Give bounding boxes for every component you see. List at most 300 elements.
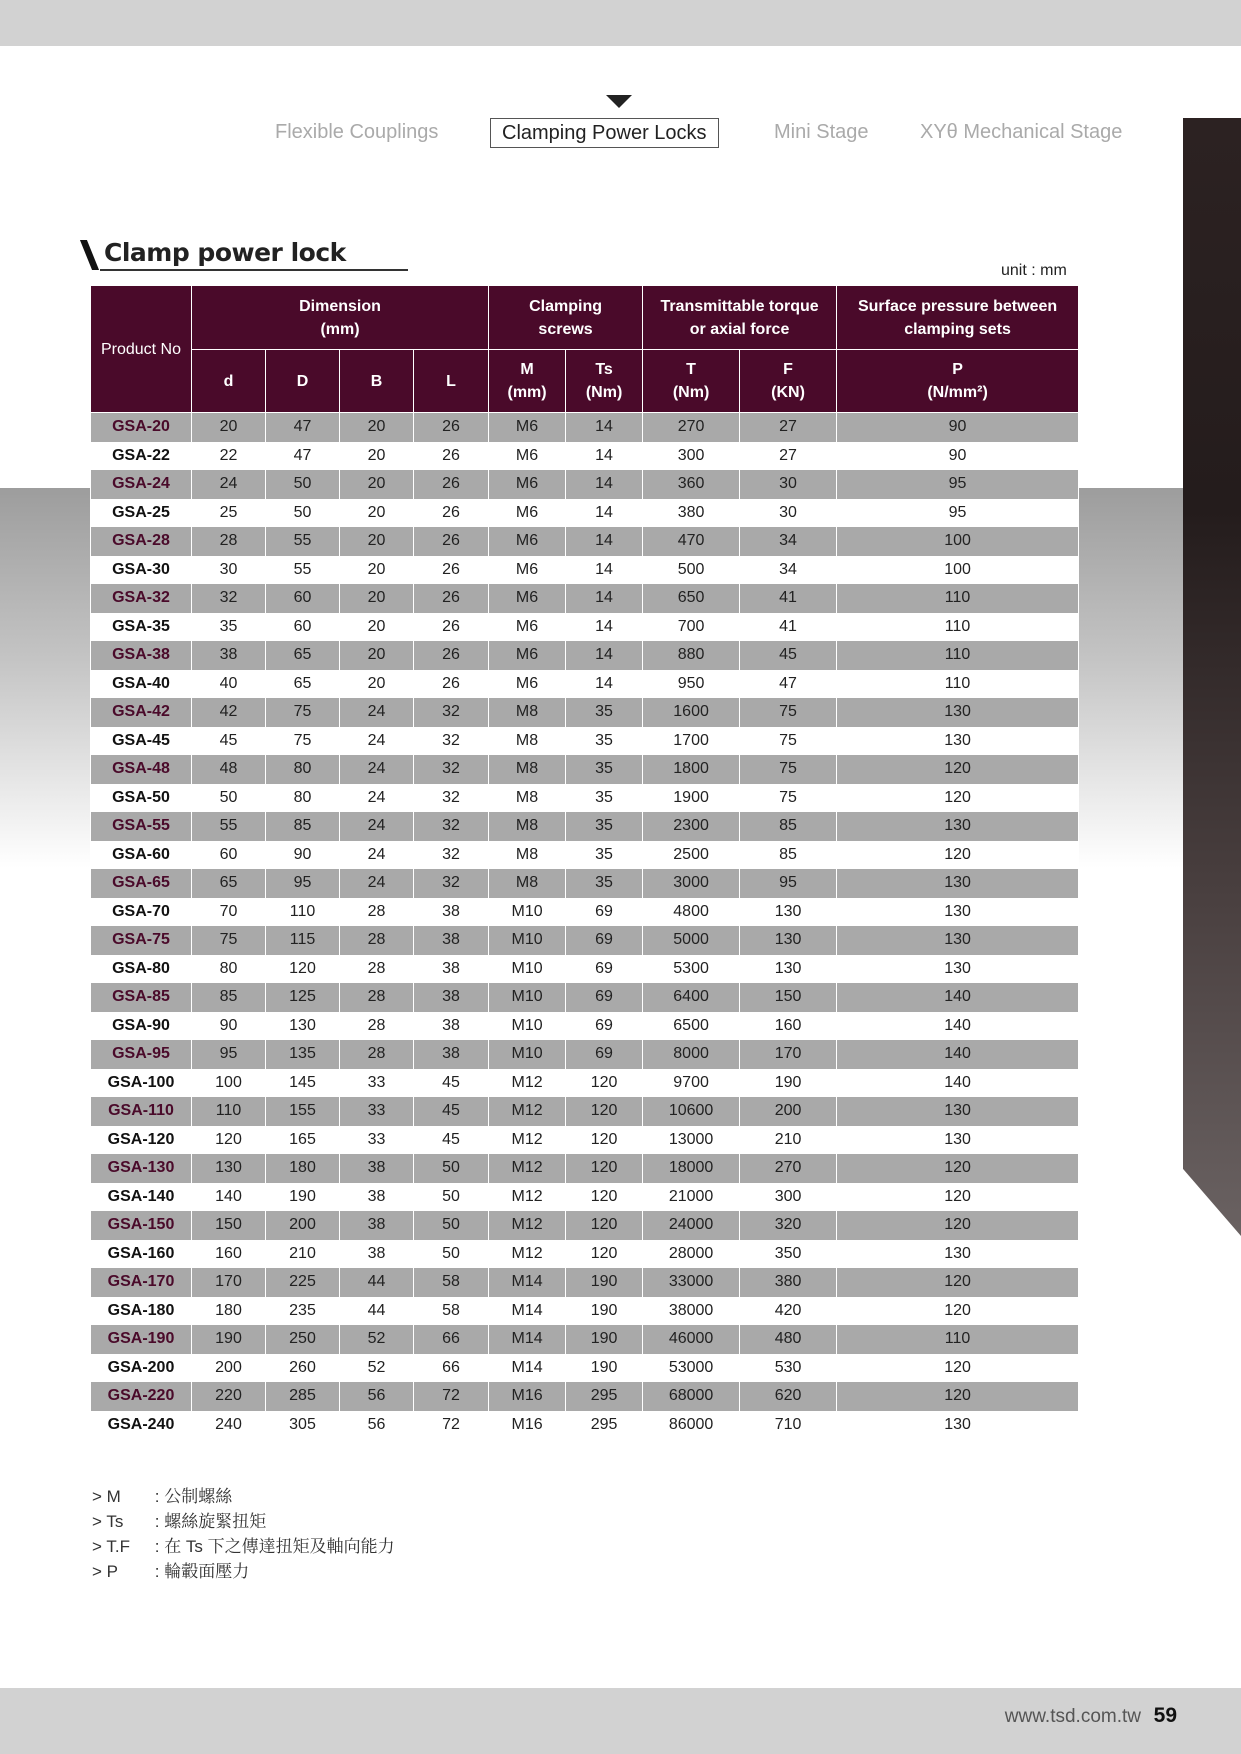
cell-Ts: 14 xyxy=(566,613,643,642)
cell-M: M10 xyxy=(489,983,566,1012)
cell-Ts: 295 xyxy=(566,1382,643,1411)
cell-product-no: GSA-240 xyxy=(91,1411,192,1440)
cell-d: 32 xyxy=(192,584,266,613)
cell-T: 1700 xyxy=(643,727,740,756)
cell-D: 50 xyxy=(266,470,340,499)
header-Ts xyxy=(566,350,643,413)
table-row xyxy=(91,1183,1079,1212)
cell-F: 27 xyxy=(740,442,837,471)
cell-L: 38 xyxy=(414,983,489,1012)
cell-B: 38 xyxy=(340,1154,414,1183)
table-row xyxy=(91,1040,1079,1069)
cell-M: M12 xyxy=(489,1240,566,1269)
table-row xyxy=(91,556,1079,585)
cell-T: 28000 xyxy=(643,1240,740,1269)
cell-d: 200 xyxy=(192,1354,266,1383)
cell-L: 26 xyxy=(414,584,489,613)
cell-P: 130 xyxy=(837,955,1079,984)
cell-B: 24 xyxy=(340,869,414,898)
cell-F: 710 xyxy=(740,1411,837,1440)
cell-M: M8 xyxy=(489,869,566,898)
table-row xyxy=(91,1268,1079,1297)
cell-product-no: GSA-110 xyxy=(91,1097,192,1126)
cell-F: 130 xyxy=(740,926,837,955)
cell-B: 56 xyxy=(340,1411,414,1440)
cell-d: 45 xyxy=(192,727,266,756)
cell-Ts: 190 xyxy=(566,1297,643,1326)
cell-Ts: 190 xyxy=(566,1268,643,1297)
cell-P: 110 xyxy=(837,670,1079,699)
cell-L: 50 xyxy=(414,1154,489,1183)
cell-L: 26 xyxy=(414,527,489,556)
cell-Ts: 14 xyxy=(566,556,643,585)
cell-d: 110 xyxy=(192,1097,266,1126)
header-clamping-screws xyxy=(489,286,643,350)
cell-T: 8000 xyxy=(643,1040,740,1069)
cell-F: 320 xyxy=(740,1211,837,1240)
cell-B: 24 xyxy=(340,784,414,813)
cell-L: 50 xyxy=(414,1183,489,1212)
cell-Ts: 120 xyxy=(566,1097,643,1126)
cell-M: M6 xyxy=(489,584,566,613)
cell-Ts: 190 xyxy=(566,1325,643,1354)
cell-M: M14 xyxy=(489,1268,566,1297)
cell-d: 150 xyxy=(192,1211,266,1240)
note-separator: : xyxy=(154,1562,160,1581)
table-row xyxy=(91,499,1079,528)
cell-P: 130 xyxy=(837,926,1079,955)
cell-d: 65 xyxy=(192,869,266,898)
cell-D: 180 xyxy=(266,1154,340,1183)
cell-P: 130 xyxy=(837,812,1079,841)
cell-M: M6 xyxy=(489,556,566,585)
cell-B: 28 xyxy=(340,983,414,1012)
table-row xyxy=(91,926,1079,955)
cell-D: 200 xyxy=(266,1211,340,1240)
cell-Ts: 295 xyxy=(566,1411,643,1440)
cell-L: 38 xyxy=(414,898,489,927)
note-separator: : xyxy=(154,1487,160,1506)
cell-D: 115 xyxy=(266,926,340,955)
cell-P: 95 xyxy=(837,470,1079,499)
table-row xyxy=(91,955,1079,984)
header-L: L xyxy=(414,350,489,413)
cell-D: 305 xyxy=(266,1411,340,1440)
cell-d: 140 xyxy=(192,1183,266,1212)
cell-product-no: GSA-28 xyxy=(91,527,192,556)
table-row xyxy=(91,698,1079,727)
cell-F: 130 xyxy=(740,898,837,927)
cell-d: 50 xyxy=(192,784,266,813)
section-title: Clamp power lock xyxy=(104,238,346,267)
cell-M: M10 xyxy=(489,926,566,955)
cell-d: 24 xyxy=(192,470,266,499)
cell-Ts: 190 xyxy=(566,1354,643,1383)
cell-D: 250 xyxy=(266,1325,340,1354)
cell-L: 38 xyxy=(414,955,489,984)
cell-F: 30 xyxy=(740,470,837,499)
cell-D: 60 xyxy=(266,584,340,613)
cell-Ts: 14 xyxy=(566,670,643,699)
cell-D: 55 xyxy=(266,556,340,585)
cell-d: 75 xyxy=(192,926,266,955)
cell-L: 26 xyxy=(414,556,489,585)
note-key: > M xyxy=(92,1487,121,1506)
cell-product-no: GSA-35 xyxy=(91,613,192,642)
cell-product-no: GSA-95 xyxy=(91,1040,192,1069)
cell-product-no: GSA-40 xyxy=(91,670,192,699)
note-text: 在 Ts 下之傳達扭矩及軸向能力 xyxy=(164,1537,395,1556)
cell-D: 65 xyxy=(266,641,340,670)
cell-product-no: GSA-170 xyxy=(91,1268,192,1297)
header-F xyxy=(740,350,837,413)
cell-T: 18000 xyxy=(643,1154,740,1183)
note-separator: : xyxy=(154,1537,160,1556)
cell-M: M12 xyxy=(489,1154,566,1183)
cell-P: 120 xyxy=(837,1297,1079,1326)
cell-L: 32 xyxy=(414,812,489,841)
cell-Ts: 35 xyxy=(566,812,643,841)
note-key: > T.F xyxy=(92,1537,130,1556)
cell-d: 120 xyxy=(192,1126,266,1155)
cell-B: 20 xyxy=(340,670,414,699)
cell-M: M10 xyxy=(489,1012,566,1041)
cell-B: 24 xyxy=(340,727,414,756)
note-key: > Ts xyxy=(92,1512,124,1531)
cell-T: 5300 xyxy=(643,955,740,984)
cell-product-no: GSA-32 xyxy=(91,584,192,613)
cell-T: 2300 xyxy=(643,812,740,841)
cell-M: M8 xyxy=(489,727,566,756)
spec-table-body xyxy=(91,413,1079,1440)
table-row xyxy=(91,869,1079,898)
cell-D: 190 xyxy=(266,1183,340,1212)
cell-B: 28 xyxy=(340,1040,414,1069)
cell-B: 52 xyxy=(340,1325,414,1354)
table-row xyxy=(91,1240,1079,1269)
cell-M: M8 xyxy=(489,784,566,813)
cell-L: 32 xyxy=(414,727,489,756)
cell-product-no: GSA-120 xyxy=(91,1126,192,1155)
cell-F: 480 xyxy=(740,1325,837,1354)
cell-product-no: GSA-85 xyxy=(91,983,192,1012)
cell-M: M6 xyxy=(489,442,566,471)
cell-B: 56 xyxy=(340,1382,414,1411)
cell-M: M6 xyxy=(489,670,566,699)
cell-F: 75 xyxy=(740,784,837,813)
cell-d: 20 xyxy=(192,413,266,442)
cell-T: 53000 xyxy=(643,1354,740,1383)
cell-L: 26 xyxy=(414,442,489,471)
cell-T: 46000 xyxy=(643,1325,740,1354)
cell-Ts: 35 xyxy=(566,841,643,870)
table-row xyxy=(91,413,1079,442)
cell-P: 120 xyxy=(837,784,1079,813)
cell-P: 110 xyxy=(837,641,1079,670)
table-row xyxy=(91,1097,1079,1126)
cell-Ts: 35 xyxy=(566,755,643,784)
note-item xyxy=(92,1484,395,1509)
cell-F: 190 xyxy=(740,1069,837,1098)
cell-F: 85 xyxy=(740,841,837,870)
nav-item-mini-stage[interactable]: Mini Stage xyxy=(774,121,869,143)
cell-Ts: 14 xyxy=(566,413,643,442)
header-B: B xyxy=(340,350,414,413)
cell-M: M10 xyxy=(489,898,566,927)
cell-P: 140 xyxy=(837,1012,1079,1041)
table-row xyxy=(91,442,1079,471)
cell-d: 80 xyxy=(192,955,266,984)
table-row xyxy=(91,727,1079,756)
table-row xyxy=(91,1211,1079,1240)
cell-L: 50 xyxy=(414,1240,489,1269)
table-row xyxy=(91,613,1079,642)
nav-item-flexible-couplings[interactable]: Flexible Couplings xyxy=(275,121,439,143)
table-row xyxy=(91,898,1079,927)
cell-B: 44 xyxy=(340,1268,414,1297)
cell-d: 100 xyxy=(192,1069,266,1098)
cell-F: 45 xyxy=(740,641,837,670)
cell-L: 66 xyxy=(414,1325,489,1354)
cell-product-no: GSA-80 xyxy=(91,955,192,984)
cell-product-no: GSA-130 xyxy=(91,1154,192,1183)
cell-F: 34 xyxy=(740,527,837,556)
cell-D: 225 xyxy=(266,1268,340,1297)
header-torque-line1: Transmittable torque xyxy=(660,297,819,315)
cell-F: 41 xyxy=(740,584,837,613)
cell-product-no: GSA-140 xyxy=(91,1183,192,1212)
table-row xyxy=(91,1126,1079,1155)
cell-B: 33 xyxy=(340,1097,414,1126)
cell-L: 26 xyxy=(414,499,489,528)
cell-Ts: 69 xyxy=(566,1012,643,1041)
cell-M: M8 xyxy=(489,698,566,727)
cell-M: M16 xyxy=(489,1411,566,1440)
table-row xyxy=(91,670,1079,699)
cell-M: M6 xyxy=(489,613,566,642)
cell-F: 150 xyxy=(740,983,837,1012)
cell-P: 120 xyxy=(837,841,1079,870)
cell-T: 1900 xyxy=(643,784,740,813)
header-clamping-screws-line2: screws xyxy=(538,320,593,338)
cell-D: 47 xyxy=(266,413,340,442)
cell-B: 38 xyxy=(340,1240,414,1269)
cell-D: 47 xyxy=(266,442,340,471)
cell-F: 34 xyxy=(740,556,837,585)
note-separator: : xyxy=(154,1512,160,1531)
cell-B: 28 xyxy=(340,926,414,955)
table-row xyxy=(91,470,1079,499)
cell-product-no: GSA-180 xyxy=(91,1297,192,1326)
table-row xyxy=(91,1354,1079,1383)
cell-Ts: 35 xyxy=(566,727,643,756)
cell-B: 24 xyxy=(340,698,414,727)
cell-P: 120 xyxy=(837,1382,1079,1411)
cell-B: 38 xyxy=(340,1211,414,1240)
cell-L: 58 xyxy=(414,1268,489,1297)
cell-F: 75 xyxy=(740,698,837,727)
cell-Ts: 14 xyxy=(566,584,643,613)
header-D: D xyxy=(266,350,340,413)
table-row xyxy=(91,641,1079,670)
header-P xyxy=(837,350,1079,413)
header-P-unit: (N/mm²) xyxy=(927,384,988,401)
cell-M: M14 xyxy=(489,1354,566,1383)
cell-product-no: GSA-65 xyxy=(91,869,192,898)
cell-T: 300 xyxy=(643,442,740,471)
cell-product-no: GSA-24 xyxy=(91,470,192,499)
header-P-label: P xyxy=(952,361,963,378)
cell-Ts: 69 xyxy=(566,955,643,984)
cell-B: 28 xyxy=(340,955,414,984)
cell-D: 80 xyxy=(266,755,340,784)
cell-M: M6 xyxy=(489,527,566,556)
cell-d: 95 xyxy=(192,1040,266,1069)
cell-L: 32 xyxy=(414,841,489,870)
cell-F: 130 xyxy=(740,955,837,984)
cell-product-no: GSA-70 xyxy=(91,898,192,927)
cell-P: 130 xyxy=(837,869,1079,898)
cell-d: 160 xyxy=(192,1240,266,1269)
cell-P: 130 xyxy=(837,1126,1079,1155)
cell-L: 32 xyxy=(414,869,489,898)
header-d: d xyxy=(192,350,266,413)
title-underline xyxy=(100,269,408,271)
cell-T: 6500 xyxy=(643,1012,740,1041)
cell-D: 80 xyxy=(266,784,340,813)
cell-T: 68000 xyxy=(643,1382,740,1411)
cell-L: 26 xyxy=(414,413,489,442)
header-clamping-screws-line1: Clamping xyxy=(529,297,602,315)
cell-Ts: 14 xyxy=(566,470,643,499)
table-row xyxy=(91,1411,1079,1440)
cell-Ts: 35 xyxy=(566,869,643,898)
cell-D: 145 xyxy=(266,1069,340,1098)
cell-product-no: GSA-200 xyxy=(91,1354,192,1383)
footer-url[interactable]: www.tsd.com.tw xyxy=(1004,1706,1141,1727)
cell-D: 65 xyxy=(266,670,340,699)
cell-T: 21000 xyxy=(643,1183,740,1212)
cell-product-no: GSA-25 xyxy=(91,499,192,528)
header-F-label: F xyxy=(783,361,793,378)
table-row xyxy=(91,1012,1079,1041)
table-row xyxy=(91,1069,1079,1098)
cell-M: M14 xyxy=(489,1325,566,1354)
cell-M: M12 xyxy=(489,1126,566,1155)
cell-P: 90 xyxy=(837,413,1079,442)
cell-D: 110 xyxy=(266,898,340,927)
header-Ts-label: Ts xyxy=(595,361,613,378)
cell-product-no: GSA-60 xyxy=(91,841,192,870)
cell-T: 9700 xyxy=(643,1069,740,1098)
cell-Ts: 120 xyxy=(566,1240,643,1269)
cell-F: 200 xyxy=(740,1097,837,1126)
cell-F: 420 xyxy=(740,1297,837,1326)
cell-P: 120 xyxy=(837,1354,1079,1383)
header-dimension-unit: (mm) xyxy=(320,320,360,338)
cell-B: 20 xyxy=(340,584,414,613)
cell-product-no: GSA-50 xyxy=(91,784,192,813)
cell-B: 20 xyxy=(340,613,414,642)
table-row xyxy=(91,1325,1079,1354)
table-row xyxy=(91,1297,1079,1326)
note-item xyxy=(92,1534,395,1559)
cell-F: 160 xyxy=(740,1012,837,1041)
cell-F: 95 xyxy=(740,869,837,898)
note-item xyxy=(92,1509,395,1534)
header-T xyxy=(643,350,740,413)
cell-P: 140 xyxy=(837,983,1079,1012)
cell-d: 28 xyxy=(192,527,266,556)
cell-F: 620 xyxy=(740,1382,837,1411)
cell-d: 40 xyxy=(192,670,266,699)
cell-T: 6400 xyxy=(643,983,740,1012)
cell-d: 130 xyxy=(192,1154,266,1183)
cell-B: 20 xyxy=(340,413,414,442)
note-item xyxy=(92,1559,395,1584)
cell-P: 140 xyxy=(837,1069,1079,1098)
cell-Ts: 14 xyxy=(566,641,643,670)
cell-L: 32 xyxy=(414,755,489,784)
cell-d: 35 xyxy=(192,613,266,642)
cell-M: M6 xyxy=(489,470,566,499)
cell-F: 300 xyxy=(740,1183,837,1212)
cell-product-no: GSA-150 xyxy=(91,1211,192,1240)
cell-P: 110 xyxy=(837,584,1079,613)
header-T-unit: (Nm) xyxy=(672,384,710,401)
cell-P: 100 xyxy=(837,527,1079,556)
cell-Ts: 35 xyxy=(566,698,643,727)
cell-d: 25 xyxy=(192,499,266,528)
cell-D: 55 xyxy=(266,527,340,556)
cell-L: 38 xyxy=(414,1012,489,1041)
cell-M: M8 xyxy=(489,841,566,870)
header-torque xyxy=(643,286,837,350)
cell-T: 270 xyxy=(643,413,740,442)
cell-D: 235 xyxy=(266,1297,340,1326)
side-decoration xyxy=(1183,118,1241,1236)
cell-M: M10 xyxy=(489,1040,566,1069)
cell-P: 120 xyxy=(837,1183,1079,1212)
cell-product-no: GSA-45 xyxy=(91,727,192,756)
cell-B: 33 xyxy=(340,1069,414,1098)
cell-T: 38000 xyxy=(643,1297,740,1326)
cell-d: 180 xyxy=(192,1297,266,1326)
cell-F: 75 xyxy=(740,727,837,756)
cell-M: M6 xyxy=(489,641,566,670)
cell-product-no: GSA-90 xyxy=(91,1012,192,1041)
cell-M: M12 xyxy=(489,1097,566,1126)
cell-F: 530 xyxy=(740,1354,837,1383)
cell-d: 220 xyxy=(192,1382,266,1411)
nav-item-clamping-power-locks[interactable]: Clamping Power Locks xyxy=(490,118,719,148)
table-row xyxy=(91,755,1079,784)
header-T-label: T xyxy=(686,361,696,378)
cell-P: 140 xyxy=(837,1040,1079,1069)
cell-Ts: 120 xyxy=(566,1126,643,1155)
cell-M: M12 xyxy=(489,1211,566,1240)
nav-item-xy-mechanical-stage[interactable]: XYθ Mechanical Stage xyxy=(920,121,1123,143)
cell-F: 27 xyxy=(740,413,837,442)
cell-L: 26 xyxy=(414,613,489,642)
cell-B: 20 xyxy=(340,556,414,585)
cell-Ts: 69 xyxy=(566,983,643,1012)
cell-d: 42 xyxy=(192,698,266,727)
cell-D: 125 xyxy=(266,983,340,1012)
spec-table xyxy=(90,285,1079,1439)
cell-F: 30 xyxy=(740,499,837,528)
header-M xyxy=(489,350,566,413)
